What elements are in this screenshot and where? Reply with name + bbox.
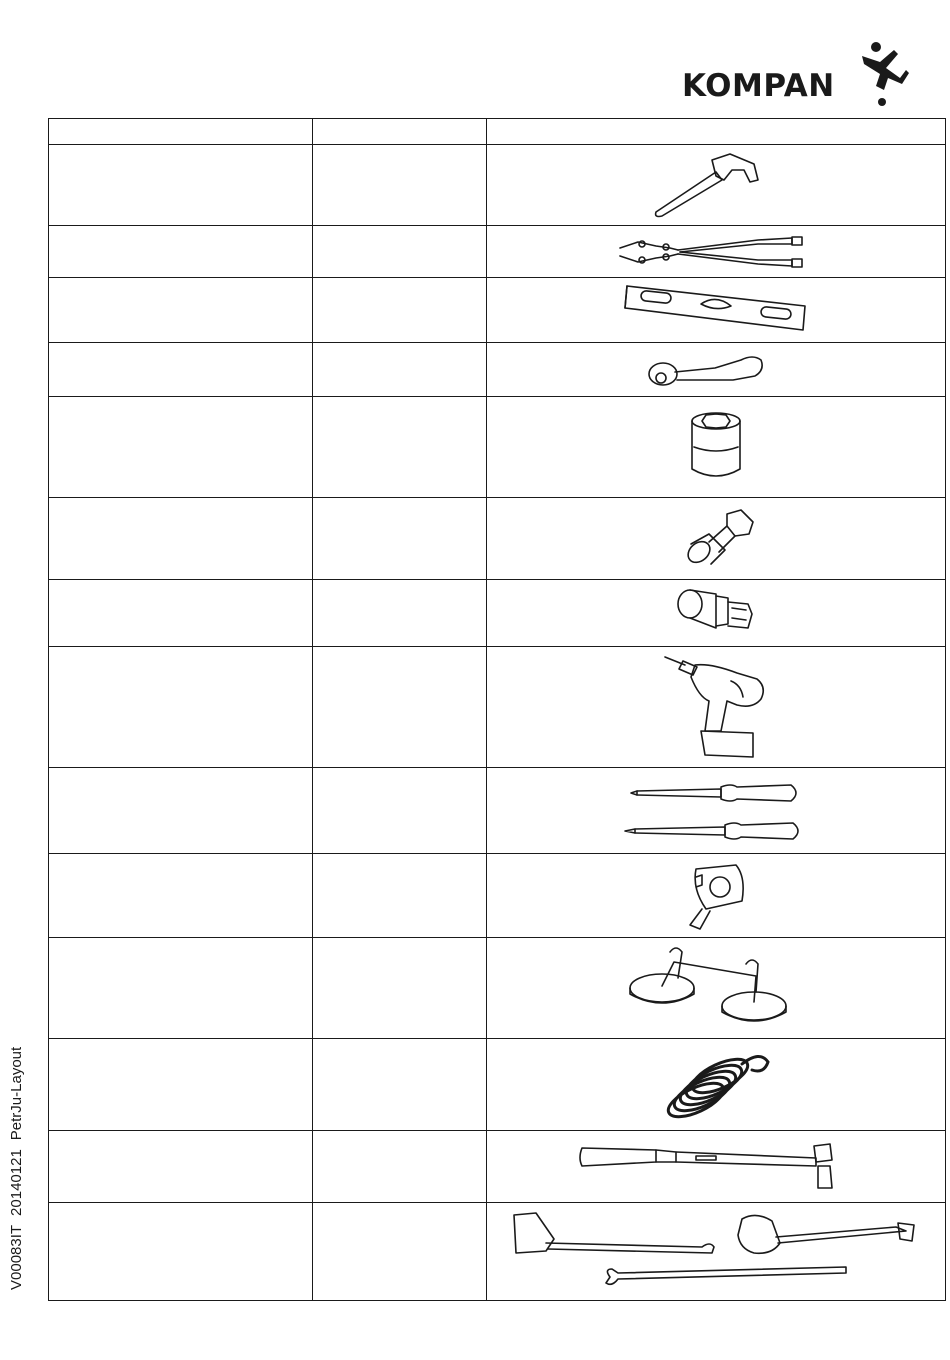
tool-name-cell: [49, 768, 313, 854]
document-code-layout: PetrJu-Layout: [8, 1046, 25, 1141]
tool-name-cell: [49, 1131, 313, 1203]
tape-measure-icon: [676, 859, 756, 933]
document-code-date: 20140121: [8, 1149, 25, 1216]
tool-name-cell: [49, 1039, 313, 1131]
column-header-name: [49, 119, 313, 145]
tool-name-cell: [49, 1203, 313, 1301]
torque-wrench-icon: [576, 1136, 856, 1198]
torx-bit-socket-icon: [666, 584, 766, 642]
tool-spec-cell: [313, 145, 487, 226]
tools-table: [48, 118, 946, 1301]
tool-illustration-cell: [487, 397, 946, 498]
tool-illustration-cell: [487, 768, 946, 854]
document-code: [8, 1047, 25, 1290]
tool-spec-cell: [313, 647, 487, 768]
cordless-drill-icon: [661, 651, 771, 763]
tool-illustration-cell: [487, 1039, 946, 1131]
tool-illustration-cell: [487, 647, 946, 768]
tool-illustration-cell: [487, 498, 946, 580]
tool-name-cell: [49, 226, 313, 278]
table-row: [49, 278, 946, 343]
tool-spec-cell: [313, 343, 487, 397]
hex-bit-adapter-icon: [671, 504, 761, 574]
tool-spec-cell: [313, 1039, 487, 1131]
tool-illustration-cell: [487, 1131, 946, 1203]
tool-name-cell: [49, 145, 313, 226]
tool-illustration-cell: [487, 145, 946, 226]
tool-spec-cell: [313, 1203, 487, 1301]
tool-spec-cell: [313, 854, 487, 938]
table-row: [49, 1039, 946, 1131]
kompan-logo: [682, 40, 912, 108]
screwdrivers-icon: [621, 773, 811, 849]
hammer-icon: [646, 150, 786, 220]
column-header-illustration: [487, 119, 946, 145]
tool-spec-cell: [313, 938, 487, 1039]
shovels-and-bar-icon: [506, 1207, 926, 1297]
tool-name-cell: [49, 854, 313, 938]
table-row: [49, 580, 946, 647]
column-header-spec: [313, 119, 487, 145]
table-header-row: [49, 119, 946, 145]
tool-illustration-cell: [487, 343, 946, 397]
tool-name-cell: [49, 498, 313, 580]
table-row: [49, 145, 946, 226]
table-row: [49, 226, 946, 278]
tool-spec-cell: [313, 498, 487, 580]
tool-illustration-cell: [487, 580, 946, 647]
tool-name-cell: [49, 343, 313, 397]
table-row: [49, 768, 946, 854]
logo-wordmark: KOMPAN: [682, 68, 835, 104]
bolt-cutter-icon: [616, 230, 816, 274]
suction-lifter-icon: [626, 942, 806, 1034]
tool-illustration-cell: [487, 226, 946, 278]
ratchet-wrench-icon: [641, 348, 791, 392]
table-row: [49, 647, 946, 768]
tool-spec-cell: [313, 278, 487, 343]
tool-spec-cell: [313, 226, 487, 278]
table-row: [49, 1131, 946, 1203]
table-row: [49, 854, 946, 938]
tool-illustration-cell: [487, 278, 946, 343]
tool-name-cell: [49, 580, 313, 647]
table-row: [49, 498, 946, 580]
socket-icon: [681, 407, 751, 487]
kompan-figure-logo-icon: [860, 40, 910, 108]
tool-name-cell: [49, 938, 313, 1039]
tool-name-cell: [49, 397, 313, 498]
tool-spec-cell: [313, 768, 487, 854]
document-code-id: V00083IT: [8, 1224, 25, 1290]
tool-illustration-cell: [487, 938, 946, 1039]
tool-illustration-cell: [487, 1203, 946, 1301]
tool-name-cell: [49, 278, 313, 343]
rope-coil-icon: [656, 1044, 776, 1126]
table-row: [49, 1203, 946, 1301]
table-row: [49, 343, 946, 397]
tool-name-cell: [49, 647, 313, 768]
tool-spec-cell: [313, 1131, 487, 1203]
table-row: [49, 938, 946, 1039]
table-row: [49, 397, 946, 498]
spirit-level-icon: [621, 282, 811, 338]
tool-spec-cell: [313, 580, 487, 647]
tool-spec-cell: [313, 397, 487, 498]
tool-illustration-cell: [487, 854, 946, 938]
